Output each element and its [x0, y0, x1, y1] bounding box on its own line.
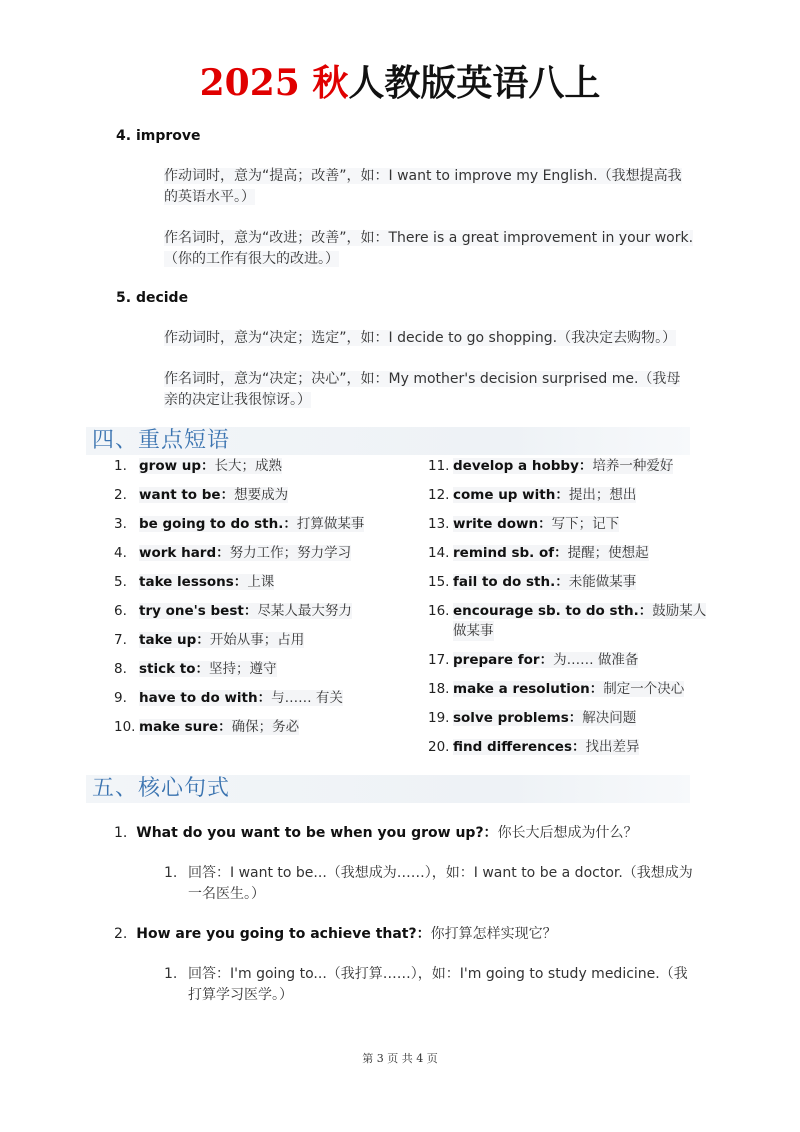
phrase-number: 16. — [428, 603, 450, 619]
phrase-chinese: 打算做某事 — [296, 516, 365, 532]
phrase-chinese: 写下；记下 — [551, 516, 620, 532]
phrase-number: 18. — [428, 681, 450, 697]
sentence-item — [114, 823, 638, 844]
phrase-chinese: 制定一个决心 — [603, 681, 685, 697]
phrase-chinese-continued: 做某事 — [453, 623, 494, 639]
phrase-item — [428, 572, 636, 592]
phrase-chinese: 上课 — [247, 574, 275, 590]
phrase-number: 10. — [114, 719, 136, 735]
phrase-item — [428, 650, 638, 670]
sentence-chinese: 你打算怎样实现它？ — [430, 926, 557, 942]
phrase-number: 8. — [114, 661, 127, 677]
sentence-number: 1. — [114, 825, 128, 841]
section-heading-phrases: 四、重点短语 — [86, 427, 690, 455]
phrase-item — [114, 572, 274, 592]
phrase-number: 4. — [114, 545, 127, 561]
phrase-number: 13. — [428, 516, 450, 532]
phrase-chinese: 想要成为 — [234, 487, 289, 503]
section-heading-sentences: 五、核心句式 — [86, 775, 690, 803]
sentence-answer: 1. 回答：I'm going to...（我打算……），如：I'm going to study medicine.（我打算学习医学。） — [164, 966, 688, 1003]
phrase-number: 15. — [428, 574, 450, 590]
phrase-chinese: 提醒；使想起 — [567, 545, 649, 561]
word-paragraph: 作名词时，意为“决定；决心”，如：My mother's decision surprised me.（我母亲的决定让我很惊讶。） — [164, 371, 681, 408]
sentence-chinese: 你长大后想成为什么？ — [497, 825, 638, 841]
phrase-number: 12. — [428, 487, 450, 503]
phrase-chinese: 鼓励某人 — [652, 603, 707, 619]
phrase-item — [114, 601, 352, 621]
word-heading-decide — [116, 290, 188, 306]
page-title — [0, 60, 800, 106]
word-heading-improve — [116, 128, 201, 144]
phrase-english: solve problems： — [453, 710, 583, 726]
phrase-english: be going to do sth.： — [139, 516, 297, 532]
word-number: 4. — [116, 128, 132, 144]
sentence-answer: 1. 回答：I want to be...（我想成为……），如：I want to be a doctor.（我想成为一名医生。） — [164, 865, 693, 902]
phrase-item — [428, 601, 706, 641]
phrase-item — [114, 514, 364, 534]
phrase-number: 19. — [428, 710, 450, 726]
word-number: 5. — [116, 290, 132, 306]
phrase-item — [428, 543, 649, 563]
phrase-english: want to be： — [139, 487, 235, 503]
phrase-item — [428, 514, 619, 534]
phrase-number: 11. — [428, 458, 450, 474]
phrase-chinese: 提出；想出 — [568, 487, 637, 503]
phrase-english: come up with： — [453, 487, 569, 503]
phrase-chinese: 开始从事；占用 — [209, 632, 305, 648]
phrase-english: try one's best： — [139, 603, 258, 619]
phrase-chinese: 培养一种爱好 — [592, 458, 674, 474]
phrase-english: prepare for： — [453, 652, 554, 668]
phrase-number: 5. — [114, 574, 127, 590]
phrase-number: 9. — [114, 690, 127, 706]
phrase-chinese: 长大；成熟 — [214, 458, 283, 474]
title-main: 人教版英语八上 — [348, 62, 601, 104]
phrase-chinese: 为…… 做准备 — [553, 652, 639, 668]
phrase-item — [428, 456, 673, 476]
phrase-english: develop a hobby： — [453, 458, 593, 474]
phrase-item — [428, 485, 636, 505]
phrase-english: make sure： — [139, 719, 232, 735]
phrase-number: 17. — [428, 652, 450, 668]
phrase-chinese: 未能做某事 — [568, 574, 637, 590]
phrase-item — [114, 456, 282, 476]
phrase-chinese: 与…… 有关 — [271, 690, 343, 706]
phrase-english: take up： — [139, 632, 210, 648]
phrase-item — [114, 659, 277, 679]
phrase-number: 14. — [428, 545, 450, 561]
phrase-item — [114, 688, 343, 708]
sentence-english: What do you want to be when you grow up?： — [136, 825, 498, 841]
phrase-english: write down： — [453, 516, 552, 532]
phrase-item — [114, 543, 351, 563]
sentence-english: How are you going to achieve that?： — [136, 926, 431, 942]
phrase-english: find differences： — [453, 739, 586, 755]
phrase-chinese: 坚持；遵守 — [209, 661, 277, 677]
phrase-english: grow up： — [139, 458, 215, 474]
phrase-chinese: 确保；务必 — [231, 719, 300, 735]
word-text: decide — [135, 290, 189, 306]
phrase-item — [428, 737, 639, 757]
phrase-item — [428, 708, 636, 728]
phrase-item — [114, 485, 288, 505]
phrase-chinese: 尽某人最大努力 — [257, 603, 352, 619]
page-footer: 第 3 页 共 4 页 — [362, 1052, 438, 1065]
phrase-english: have to do with： — [139, 690, 272, 706]
phrase-item — [114, 717, 299, 737]
phrase-number: 7. — [114, 632, 127, 648]
word-paragraph: 作动词时，意为“决定；选定”，如：I decide to go shopping.（我决定去购物。） — [164, 330, 677, 346]
word-text: improve — [135, 128, 201, 144]
sentence-item — [114, 924, 557, 945]
phrase-english: remind sb. of： — [453, 545, 568, 561]
phrase-number: 2. — [114, 487, 127, 503]
phrase-number: 1. — [114, 458, 127, 474]
phrase-english: stick to： — [139, 661, 210, 677]
phrase-english: take lessons： — [139, 574, 248, 590]
phrase-chinese: 努力工作；努力学习 — [229, 545, 352, 561]
phrase-item — [114, 630, 304, 650]
phrase-english: work hard： — [139, 545, 230, 561]
title-year: 2025 秋 — [199, 62, 349, 104]
word-paragraph: 作动词时，意为“提高；改善”，如：I want to improve my English.（我想提高我的英语水平。） — [164, 168, 682, 205]
phrase-number: 20. — [428, 739, 450, 755]
phrase-item — [428, 679, 684, 699]
phrase-number: 3. — [114, 516, 127, 532]
sentence-number: 2. — [114, 926, 128, 942]
phrase-english: make a resolution： — [453, 681, 604, 697]
phrase-chinese: 解决问题 — [582, 710, 637, 726]
phrase-english: fail to do sth.： — [453, 574, 569, 590]
word-paragraph: 作名词时，意为“改进；改善”，如：There is a great improvement in your work.（你的工作有很大的改进。） — [164, 230, 694, 267]
phrase-english: encourage sb. to do sth.： — [453, 603, 653, 619]
phrase-number: 6. — [114, 603, 127, 619]
phrase-chinese: 找出差异 — [585, 739, 640, 755]
